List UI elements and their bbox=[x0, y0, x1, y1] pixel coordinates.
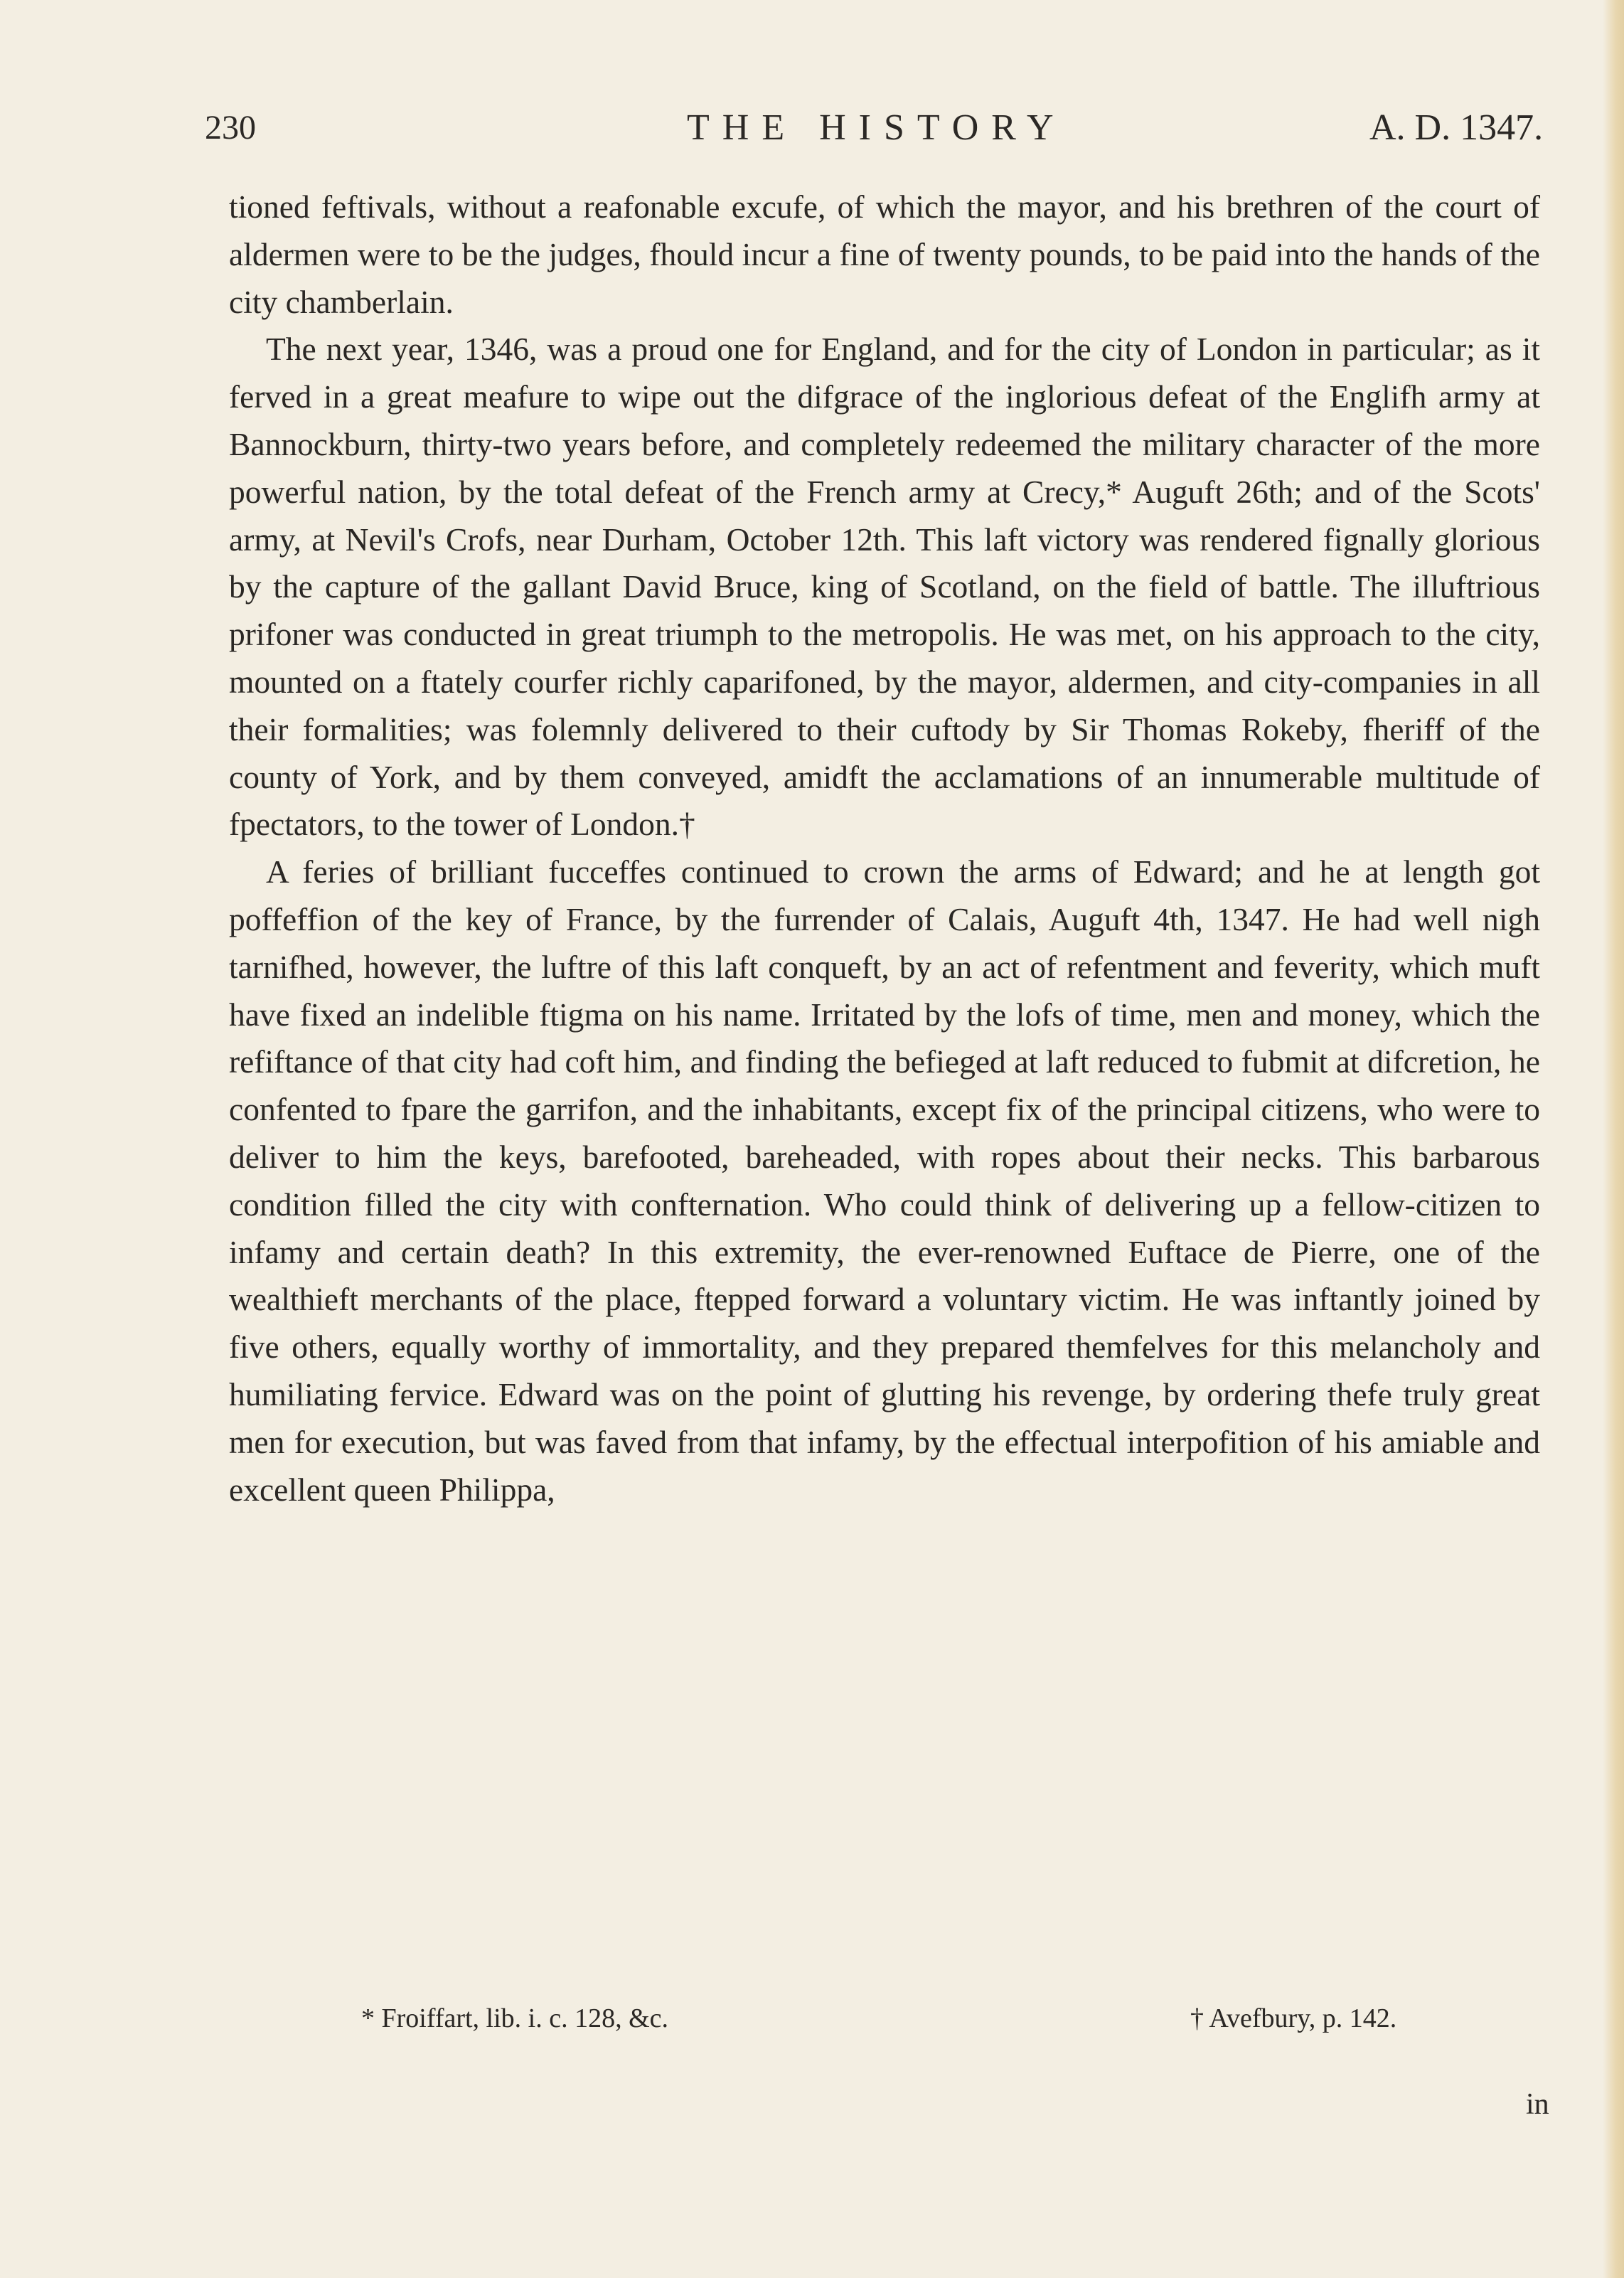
catchword: in bbox=[1526, 2088, 1549, 2121]
paragraph: A feries of brilliant fucceffes continued to crown the arms of Edward; and he at length got poffeffion of the key of France, by the furrender of Calais, Auguft 4th, 1347. He had well nigh tarnifhed, however, the luftre of this laft conqueft, by an act of refentment and feverity, which muft have fixed an indelible ftigma on his name. Irritated by the lofs of time, men and money, which the refiftance of that city had coft him, and finding the befieged at laft reduced to fubmit at difcretion, he confented to fpare the garrifon, and the inhabitants, except fix of the principal citizens, who were to deliver to him the keys, barefooted, bareheaded, with ropes about their necks. This barbarous condition filled the city with confternation. Who could think of delivering up a fellow-citizen to infamy and certain death? In this extremity, the ever-renowned Euftace de Pierre, one of the wealthieft merchants of the place, ftepped forward a voluntary victim. He was inftantly joined by five others, equally worthy of immortality, and they prepared themfelves for this melancholy and humiliating fervice. Edward was on the point of glutting his revenge, by ordering thefe truly great men for execution, but was faved from that infamy, by the effectual interpofition of his amiable and excellent queen Philippa, bbox=[229, 853, 1540, 1508]
footnote: † Avefbury, p. 142. bbox=[1190, 2003, 1397, 2033]
page-edge bbox=[1603, 0, 1624, 2278]
footnotes bbox=[0, 2001, 1624, 2036]
footnote: * Froiffart, lib. i. c. 128, &c. bbox=[361, 2003, 669, 2033]
page-number: 230 bbox=[205, 109, 256, 147]
paragraph: The next year, 1346, was a proud one for England, and for the city of London in particular; as it ferved in a great meafure to wipe out the difgrace of the inglorious defeat of the Englifh army at Bannockburn, thirty-two years before, and completely redeemed the military character of the more powerful nation, by the total defeat of the French army at Crecy,* Auguft 26th; and of the Scots' army, at Nevil's Crofs, near Durham, October 12th. This laft victory was rendered fignally glorious by the capture of the gallant David Bruce, king of Scotland, on the field of battle. The illuftrious prifoner was conducted in great triumph to the metropolis. He was met, on his approach to the city, mounted on a ftately courfer richly caparifoned, by the mayor, aldermen, and city-companies in all their formalities; was folemnly delivered to their cuftody by Sir Thomas Rokeby, fheriff of the county of York, and by them conveyed, amidft the acclamations of an innumerable multitude of fpectators, to the tower of London.† bbox=[229, 331, 1540, 843]
paragraph: tioned feftivals, without a reafonable excufe, of which the mayor, and his brethren of the court of aldermen were to be the judges, fhould incur a fine of twenty pounds, to be paid into the hands of the city chamberlain. bbox=[229, 188, 1540, 320]
running-date: A. D. 1347. bbox=[1369, 107, 1544, 148]
running-title: THE HISTORY bbox=[687, 107, 1067, 148]
body-text bbox=[229, 183, 1540, 1513]
